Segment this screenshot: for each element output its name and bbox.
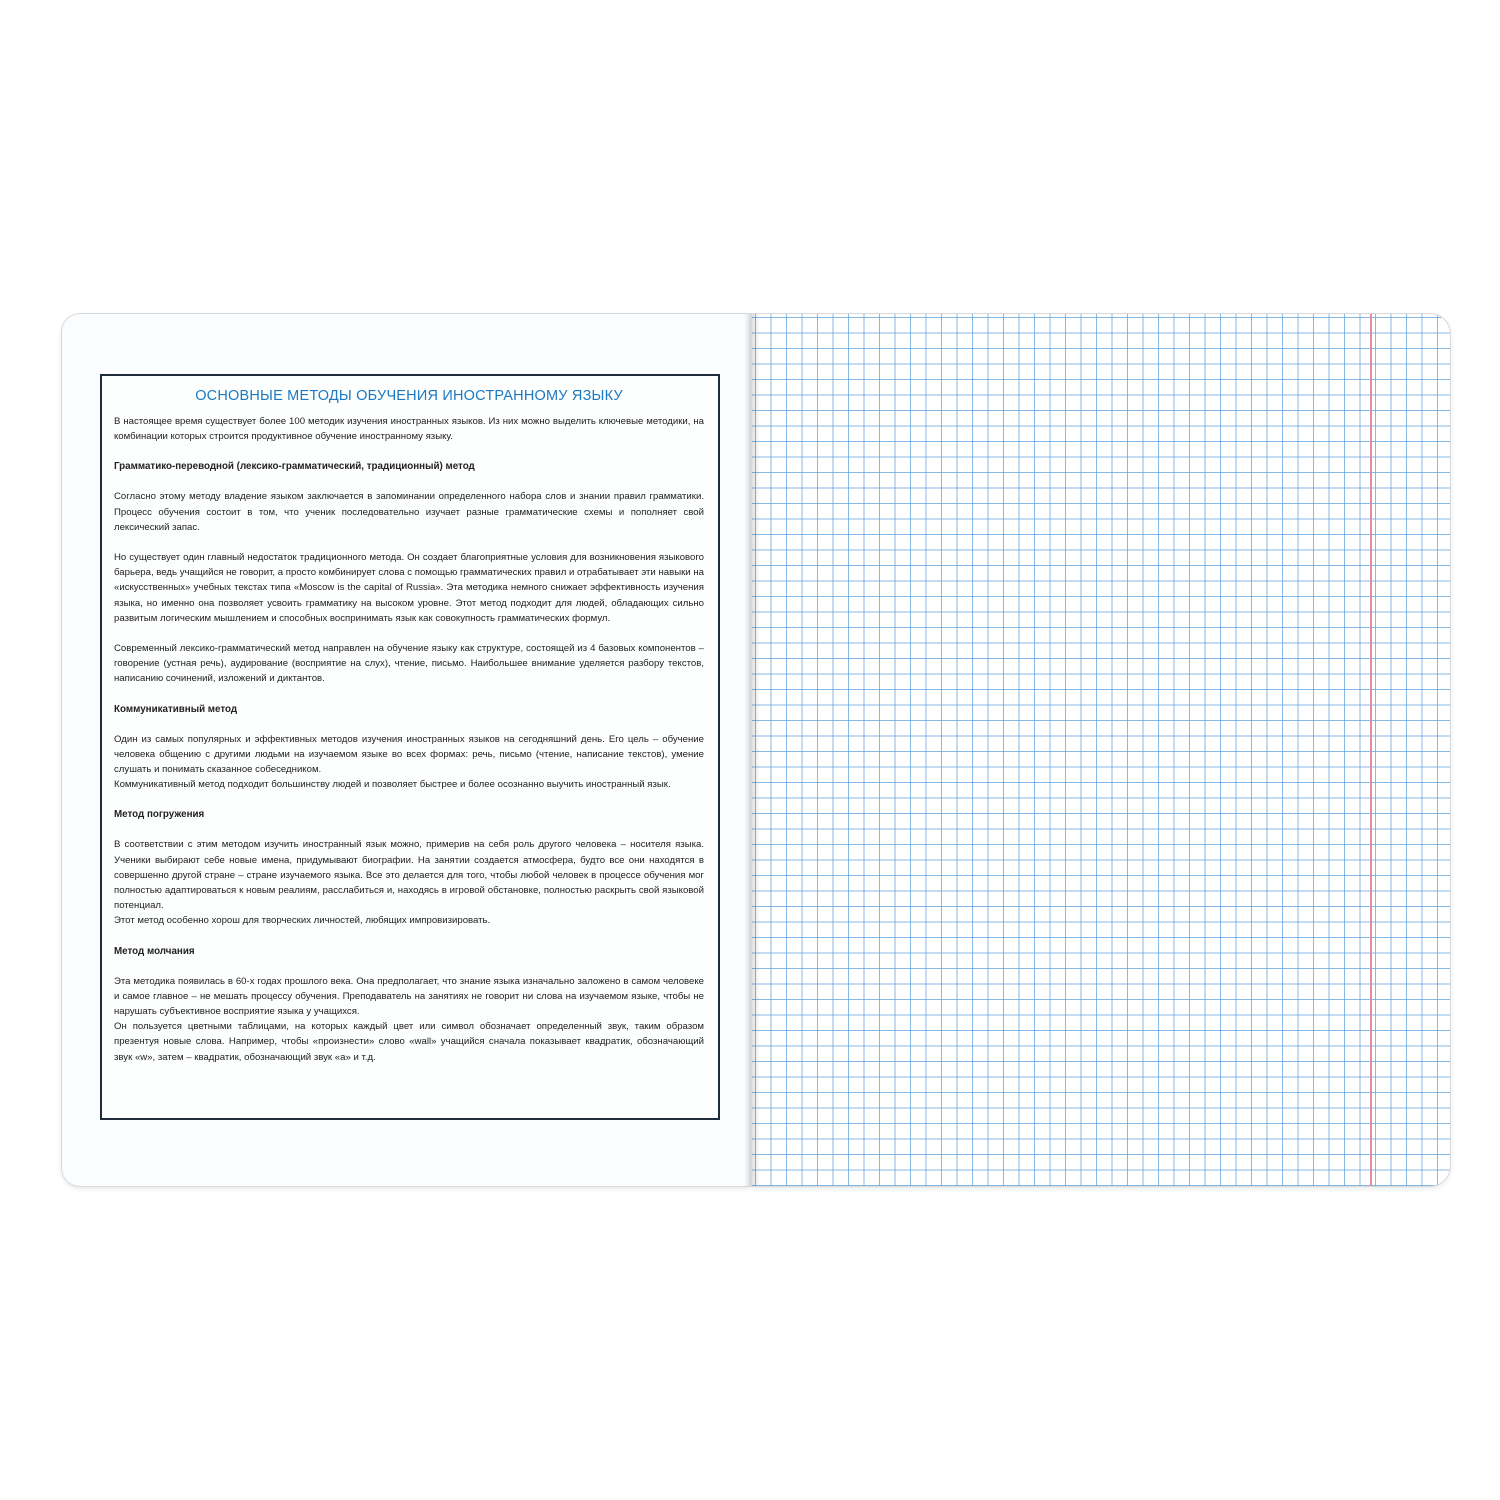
section-paragraph: Один из самых популярных и эффективных методов изучения иностранных языков на сегодняшний день. Его цель – обучение человека общению с другими людьми на изучаемом языке во всех формах: речь, письмо (чтение, написание текстов), умение слушать и понимать сказанное собеседником. Коммуникативный метод подходит большинству людей и позволяет быстрее и более осознанно выучить иностранный язык.: [114, 733, 704, 791]
section-paragraph: Согласно этому методу владение языком заключается в запоминании определенного набора слов и знании правил грамматики. Процесс обучения состоит в том, что ученик последовательно изучает разные грамматические схемы и пополняет свой лексический запас.: [114, 491, 704, 533]
info-frame: [100, 374, 720, 1120]
section-heading-silent-way: Метод молчания: [114, 945, 195, 957]
section-heading-immersion: Метод погружения: [114, 809, 205, 821]
grid-page: [752, 314, 1450, 1186]
section-heading-grammar-translation: Грамматико-переводной (лексико-грамматический, традиционный) метод: [114, 461, 475, 473]
margin-line: [1370, 314, 1372, 1186]
intro-paragraph: В настоящее время существует более 100 методик изучения иностранных языков. Из них можно выделить ключевые методики, на комбинации которых строится продуктивное обучение иностранному языку.: [114, 416, 704, 443]
section-paragraph: Но существует один главный недостаток традиционного метода. Он создает благоприятные условия для возникновения языкового барьера, ведь учащийся не говорит, а просто комбинирует слова с помощью грамматических правил и отрабатывает эти навыки на «искусственных» учебных текстах типа «Moscow is the capital of Russia». Эта методика немного снижает эффективность изучения языка, но именно она позволяет усвоить грамматику на высоком уровне. Этот метод подходит для людей, обладающих сильно развитым логическим мышлением и способных воспринимать язык как совокупность грамматических формул.: [114, 552, 704, 624]
section-paragraph: В соответствии с этим методом изучить иностранный язык можно, примерив на себя роль другого человека – носителя языка. Ученики выбирают себе новые имена, придумывают биографии. На занятии создается атмосфера, будто все они находятся в совершенно другой стране – стране изучаемого языка. Все это делается для того, чтобы любой человек в процессе обучения мог полностью адаптироваться к новым реалиям, расслабиться и, находясь в игровой обстановке, полностью раскрыть свой языковой потенциал. Этот метод особенно хорош для творческих личностей, любящих импровизировать.: [114, 839, 704, 927]
section-paragraph: Современный лексико-грамматический метод направлен на обучение языку как структуре, состоящей из 4 базовых компонентов – говорение (устная речь), аудирование (восприятие на слух), чтение, письмо. Наибольшее внимание уделяется разбору текстов, написанию сочинений, изложений и диктантов.: [114, 643, 704, 685]
section-heading-communicative: Коммуникативный метод: [114, 703, 238, 715]
left-page: [62, 314, 750, 1186]
section-paragraph: Эта методика появилась в 60-х годах прошлого века. Она предполагает, что знание языка изначально заложено в самом человеке и самое главное – не мешать процессу обучения. Преподаватель на занятиях не говорит ни слова на изучаемом языке, чтобы не нарушать субъективное восприятие языка у учащихся. Он пользуется цветными таблицами, на которых каждый цвет или символ обозначает определенный звук, таким образом презентуя новые слова. Например, чтобы «произнести» слово «wall» учащийся сначала показывает квадратик, обозначающий звук «w», затем – квадратик, обозначающий звук «а» и т.д.: [114, 975, 704, 1063]
page-title: ОСНОВНЫЕ МЕТОДЫ ОБУЧЕНИЯ ИНОСТРАННОМУ ЯЗЫКУ: [195, 388, 623, 404]
